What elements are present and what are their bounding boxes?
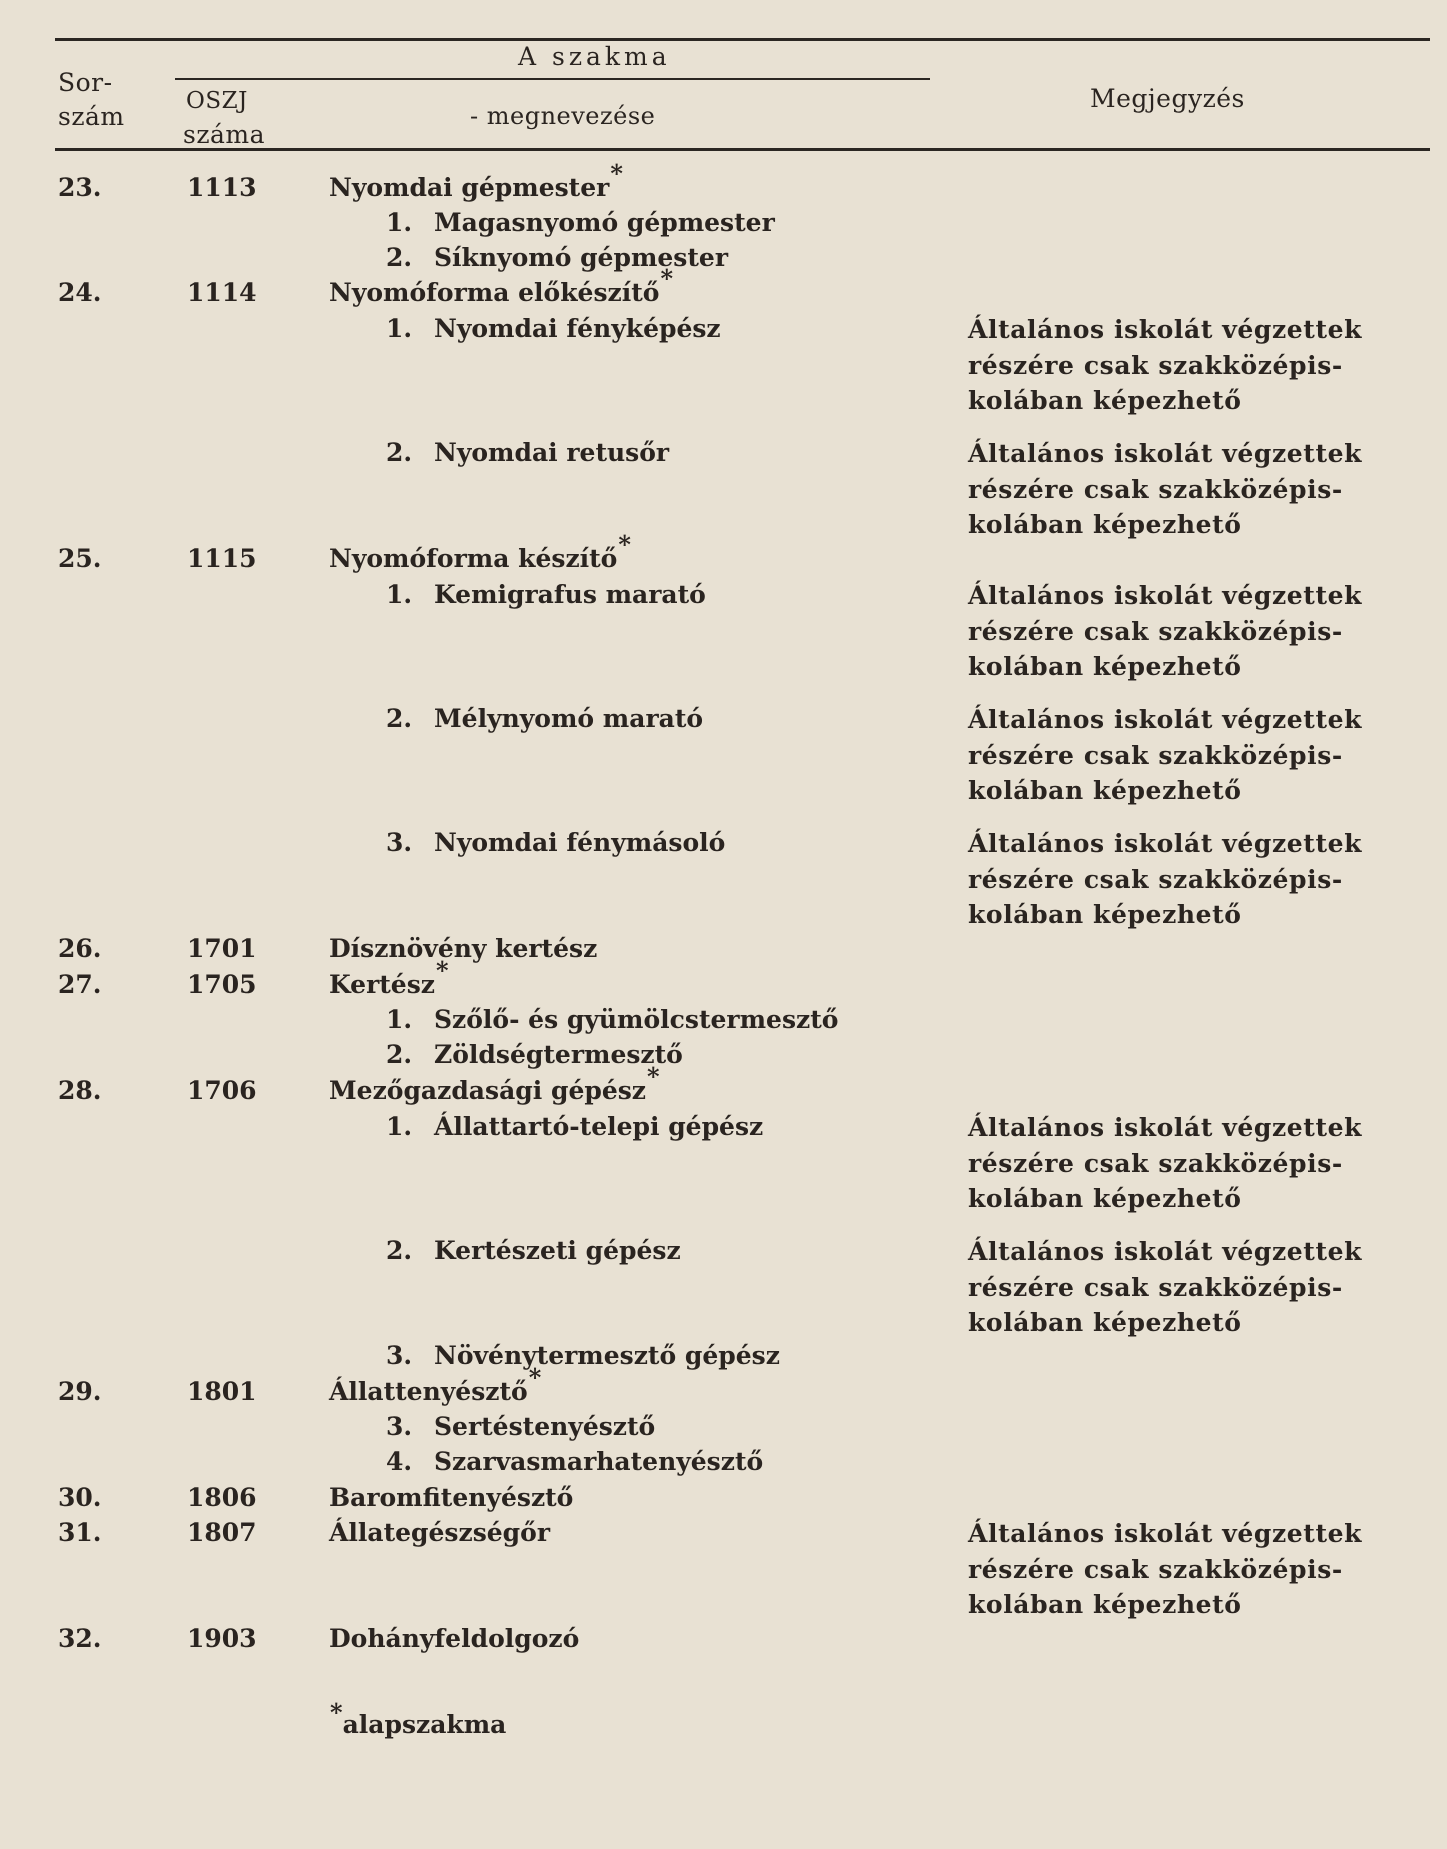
trade-name-text: Nyomóforma előkészítő — [329, 278, 660, 307]
row-23-sub-2 — [0, 243, 1447, 279]
sub-trade-name: Síknyomó gépmester — [434, 243, 729, 272]
sub-trade-name: Nyomdai fénymásoló — [434, 828, 726, 857]
trade-name-text: Kertész — [329, 970, 435, 999]
base-trade-star: * — [660, 264, 673, 293]
sub-index: 2. — [386, 243, 413, 272]
sub-trade-name: Sertéstenyésztő — [434, 1412, 656, 1441]
note-line: kolában képezhető — [968, 652, 1242, 681]
row-23-sub-1 — [0, 208, 1447, 244]
note-line: részére csak szakközépis- — [968, 740, 1343, 770]
trade-name-text: Nyomdai gépmester — [329, 173, 610, 202]
row-28-sub-3 — [0, 1341, 1447, 1377]
row-29-sub-3 — [0, 1412, 1447, 1448]
note-line: kolában képezhető — [968, 386, 1242, 415]
row-number: 32. — [58, 1624, 102, 1653]
note-line: Általános iskolát végzettek — [968, 705, 1363, 734]
header-megjegyzes: Megjegyzés — [1090, 84, 1245, 113]
oszj-code: 1806 — [187, 1483, 257, 1512]
header-szam-line2: szám — [58, 102, 125, 131]
footnote-star: * — [330, 1698, 343, 1727]
trade-name-text: Dohányfeldolgozó — [329, 1624, 580, 1653]
sub-trade — [386, 1412, 655, 1441]
trade-name — [329, 1483, 573, 1512]
base-trade-star: * — [618, 530, 631, 559]
note-line: Általános iskolát végzettek — [968, 1519, 1363, 1548]
sub-trade — [386, 828, 725, 857]
sub-index: 1. — [386, 208, 413, 237]
note-line: Általános iskolát végzettek — [968, 439, 1363, 468]
base-trade-star: * — [435, 956, 449, 985]
note-31 — [968, 1516, 1388, 1623]
sub-trade-name: Növénytermesztő gépész — [434, 1341, 780, 1370]
footnote-text: alapszakma — [342, 1710, 507, 1739]
sub-trade — [386, 208, 775, 237]
sub-trade-name: Magasnyomó gépmester — [434, 208, 775, 237]
note-24-2 — [968, 436, 1388, 543]
row-number: 27. — [58, 970, 102, 999]
sub-trade — [386, 580, 706, 609]
row-32 — [0, 1624, 1447, 1660]
trade-name — [329, 1363, 542, 1406]
oszj-code: 1706 — [187, 1076, 257, 1105]
row-number: 23. — [58, 173, 102, 202]
note-line: részére csak szakközépis- — [968, 350, 1343, 380]
row-29-sub-4 — [0, 1447, 1447, 1483]
row-number: 24. — [58, 278, 102, 307]
note-line: Általános iskolát végzettek — [968, 1113, 1363, 1142]
base-trade-star: * — [528, 1363, 542, 1392]
trade-name-text: Nyomóforma készítő — [329, 544, 618, 573]
sub-trade — [386, 1040, 683, 1069]
header-sor-line1: Sor- — [58, 68, 113, 97]
sub-index: 1. — [386, 1112, 413, 1141]
row-30 — [0, 1483, 1447, 1519]
trade-name-text: Mezőgazdasági gépész — [329, 1076, 647, 1105]
trade-name — [329, 159, 623, 202]
note-line: kolában képezhető — [968, 900, 1242, 929]
sub-trade — [386, 438, 669, 467]
sub-trade — [386, 1112, 763, 1141]
header-szakma-group: A szakma — [518, 42, 671, 71]
row-27-sub-1 — [0, 1005, 1447, 1041]
sub-trade-name: Szarvasmarhatenyésztő — [434, 1447, 764, 1476]
row-number: 31. — [58, 1518, 102, 1547]
oszj-code: 1115 — [187, 544, 257, 573]
row-27 — [0, 956, 1447, 1006]
row-27-sub-2 — [0, 1040, 1447, 1076]
sub-trade-name: Mélynyomó marató — [434, 704, 704, 733]
note-25-1 — [968, 578, 1388, 685]
note-line: részére csak szakközépis- — [968, 1148, 1343, 1178]
note-line: kolában képezhető — [968, 1590, 1242, 1619]
sub-index: 3. — [386, 1341, 413, 1370]
group-rule — [175, 78, 930, 80]
note-25-2 — [968, 702, 1388, 809]
header-megnevezese: - megnevezése — [470, 102, 656, 130]
sub-trade-name: Nyomdai retusőr — [434, 438, 670, 467]
sub-trade-name: Kertészeti gépész — [434, 1236, 681, 1265]
trade-name — [329, 956, 449, 999]
oszj-code: 1701 — [187, 934, 257, 963]
note-line: részére csak szakközépis- — [968, 616, 1343, 646]
trade-name — [329, 1518, 550, 1547]
row-number: 30. — [58, 1483, 102, 1512]
sub-trade-name: Kemigrafus marató — [434, 580, 706, 609]
note-24-1 — [968, 312, 1388, 419]
note-line: kolában képezhető — [968, 1184, 1242, 1213]
note-line: részére csak szakközépis- — [968, 474, 1343, 504]
oszj-code: 1807 — [187, 1518, 257, 1547]
sub-trade-name: Állattartó-telepi gépész — [434, 1112, 764, 1141]
note-line: részére csak szakközépis- — [968, 1554, 1343, 1584]
oszj-code: 1801 — [187, 1377, 257, 1406]
header-oszj-line1: OSZJ — [186, 88, 248, 114]
sub-trade-name: Zöldségtermesztő — [434, 1040, 683, 1069]
note-line: Általános iskolát végzettek — [968, 1237, 1363, 1266]
trade-name — [329, 530, 631, 573]
note-line: kolában képezhető — [968, 510, 1242, 539]
row-25 — [0, 530, 1447, 580]
sub-trade — [386, 314, 721, 343]
sub-trade — [386, 243, 728, 272]
sub-index: 2. — [386, 1236, 413, 1265]
sub-trade — [386, 704, 703, 733]
trade-name — [329, 1062, 660, 1105]
row-number: 26. — [58, 934, 102, 963]
oszj-code: 1114 — [187, 278, 257, 307]
sub-index: 3. — [386, 1412, 413, 1441]
row-number: 28. — [58, 1076, 102, 1105]
row-number: 25. — [58, 544, 102, 573]
note-line: kolában képezhető — [968, 776, 1242, 805]
sub-index: 1. — [386, 580, 413, 609]
row-24 — [0, 264, 1447, 314]
note-25-3 — [968, 826, 1388, 933]
base-trade-star: * — [610, 159, 623, 188]
base-trade-star: * — [647, 1062, 660, 1091]
sub-trade-name: Szőlő- és gyümölcstermesztő — [434, 1005, 839, 1034]
trade-name-text: Állategészségőr — [329, 1518, 551, 1547]
sub-index: 1. — [386, 314, 413, 343]
trade-name — [329, 264, 673, 307]
sub-trade — [386, 1447, 763, 1476]
row-26 — [0, 934, 1447, 970]
note-line: Általános iskolát végzettek — [968, 829, 1363, 858]
sub-index: 3. — [386, 828, 413, 857]
note-line: Általános iskolát végzettek — [968, 315, 1363, 344]
sub-trade-name: Nyomdai fényképész — [434, 314, 721, 343]
oszj-code: 1903 — [187, 1624, 257, 1653]
row-23 — [0, 159, 1447, 209]
note-28-2 — [968, 1234, 1388, 1341]
trade-name-text: Állattenyésztő — [329, 1377, 528, 1406]
sub-index: 2. — [386, 1040, 413, 1069]
oszj-code: 1705 — [187, 970, 257, 999]
trade-name — [329, 934, 597, 963]
sub-index: 4. — [386, 1447, 413, 1476]
sub-trade — [386, 1341, 780, 1370]
note-line: részére csak szakközépis- — [968, 1272, 1343, 1302]
sub-index: 2. — [386, 704, 413, 733]
row-28 — [0, 1062, 1447, 1112]
oszj-code: 1113 — [187, 173, 257, 202]
sub-trade — [386, 1005, 838, 1034]
note-line: Általános iskolát végzettek — [968, 581, 1363, 610]
trade-name-text: Dísznövény kertész — [329, 934, 598, 963]
sub-trade — [386, 1236, 681, 1265]
trade-name — [329, 1624, 579, 1653]
row-number: 29. — [58, 1377, 102, 1406]
top-rule — [55, 38, 1430, 41]
note-line: kolában képezhető — [968, 1308, 1242, 1337]
sub-index: 1. — [386, 1005, 413, 1034]
row-29 — [0, 1363, 1447, 1413]
trade-name-text: Baromfitenyésztő — [329, 1483, 574, 1512]
sub-index: 2. — [386, 438, 413, 467]
note-28-1 — [968, 1110, 1388, 1217]
header-oszj-line2: száma — [183, 120, 266, 149]
note-line: részére csak szakközépis- — [968, 864, 1343, 894]
footnote — [329, 1698, 507, 1739]
